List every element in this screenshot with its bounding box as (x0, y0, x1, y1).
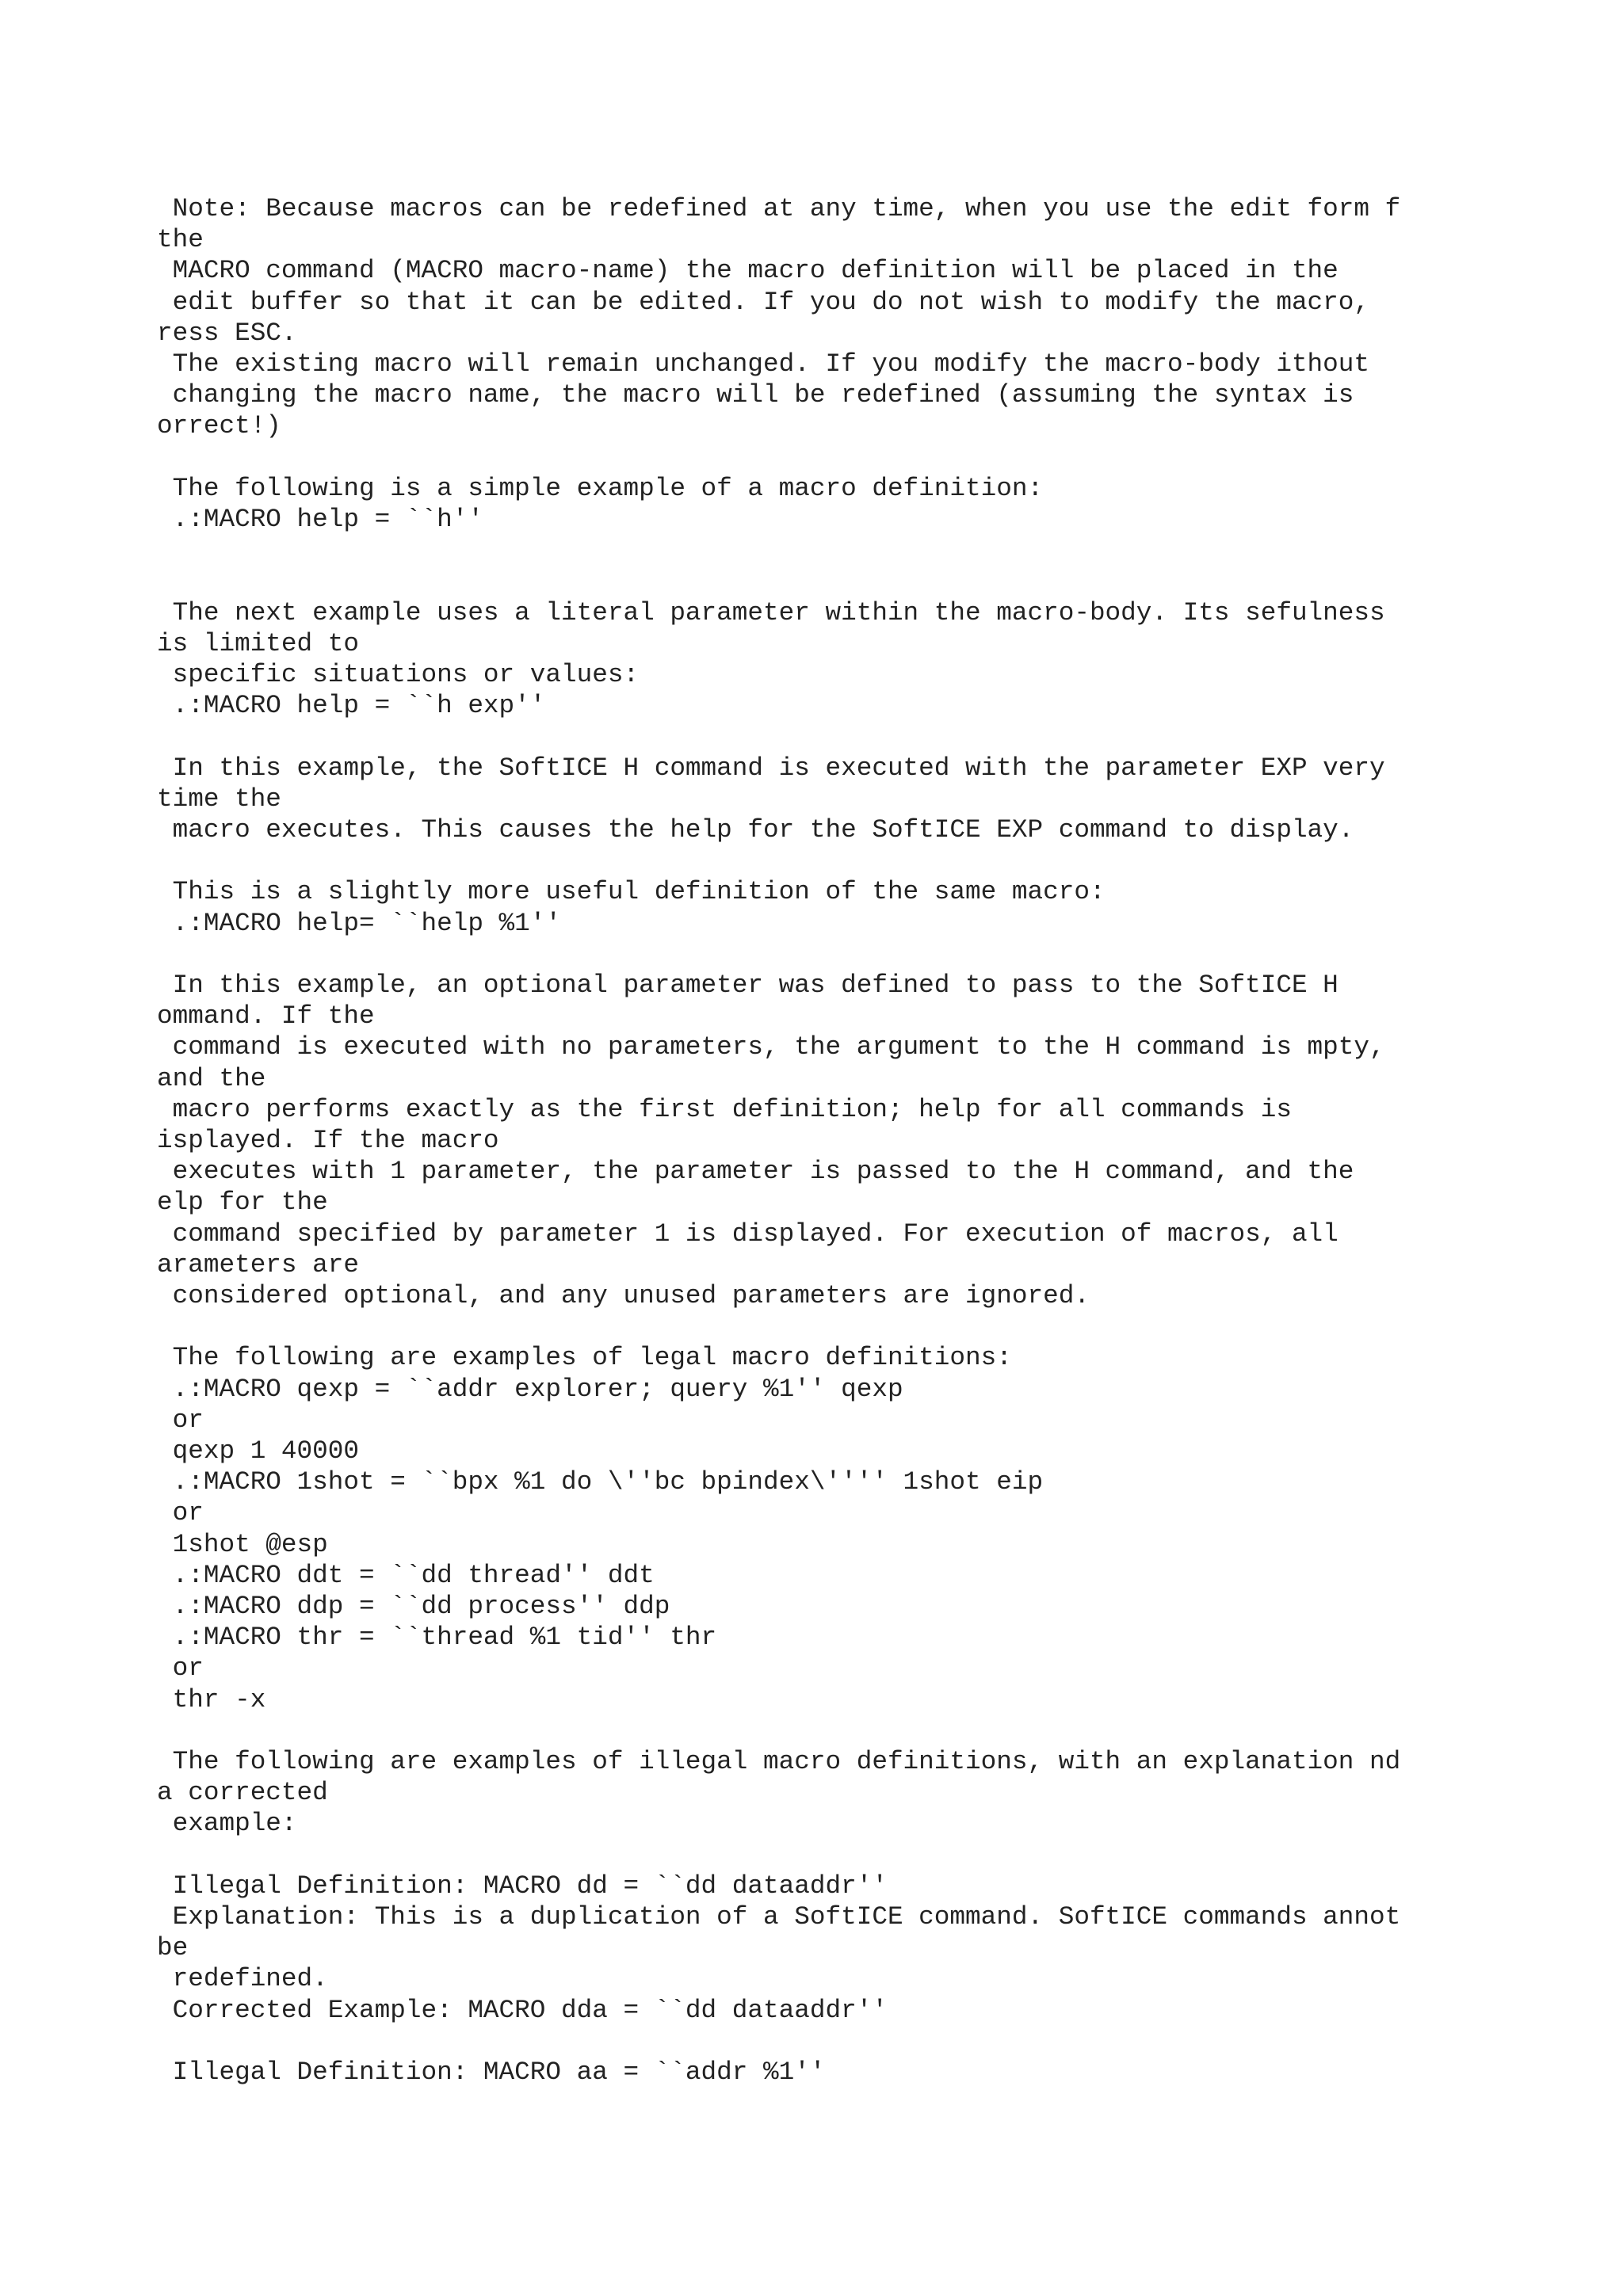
text-line: thr -x (157, 1684, 266, 1714)
text-line: and the (157, 1063, 266, 1093)
text-line: Illegal Definition: MACRO dd = ``dd dataaddr'' (157, 1871, 888, 1901)
blank-line (157, 1840, 1583, 1871)
blank-line (157, 1311, 1583, 1342)
text-line: macro performs exactly as the first definition; help for all commands is (157, 1094, 1292, 1124)
text-line: a corrected (157, 1778, 328, 1808)
blank-line (157, 535, 1583, 566)
text-line: or (157, 1498, 204, 1528)
text-line: .:MACRO ddt = ``dd thread'' ddt (157, 1560, 655, 1590)
blank-line (157, 442, 1583, 473)
text-line: The next example uses a literal parameter within the macro-body. Its sefulness (157, 597, 1385, 627)
text-line: The following are examples of legal macro definitions: (157, 1343, 1012, 1373)
text-line: executes with 1 parameter, the parameter is passed to the H command, and the (157, 1157, 1354, 1187)
text-line: is limited to (157, 628, 360, 658)
text-line: ommand. If the (157, 1001, 375, 1032)
text-line: redefined. (157, 1964, 328, 1994)
text-line: 1shot @esp (157, 1529, 328, 1559)
text-line: .:MACRO help= ``help %1'' (157, 908, 562, 938)
text-line: Note: Because macros can be redefined at any time, when you use the edit form f (157, 194, 1401, 223)
text-line: considered optional, and any unused parameters are ignored. (157, 1281, 1090, 1311)
document-page (157, 193, 1583, 2088)
text-line: changing the macro name, the macro will be redefined (assuming the syntax is (157, 380, 1354, 410)
text-line: be (157, 1933, 189, 1963)
text-line: .:MACRO thr = ``thread %1 tid'' thr (157, 1623, 717, 1653)
text-line: MACRO command (MACRO macro-name) the macro definition will be placed in the (157, 256, 1338, 286)
text-line: elp for the (157, 1188, 328, 1218)
text-line: The existing macro will remain unchanged. If you modify the macro-body ithout (157, 349, 1370, 379)
text-line: command specified by parameter 1 is displayed. For execution of macros, all (157, 1219, 1338, 1249)
text-line: orrect!) (157, 411, 281, 441)
blank-line (157, 721, 1583, 752)
blank-line (157, 845, 1583, 876)
text-line: or (157, 1653, 204, 1684)
text-line: Illegal Definition: MACRO aa = ``addr %1'' (157, 2058, 826, 2088)
text-line: ress ESC. (157, 318, 297, 348)
text-line: .:MACRO ddp = ``dd process'' ddp (157, 1592, 670, 1622)
text-line: This is a slightly more useful definition of the same macro: (157, 877, 1106, 907)
text-line: or (157, 1405, 204, 1435)
text-line: Explanation: This is a duplication of a SoftICE command. SoftICE commands annot (157, 1902, 1401, 1932)
blank-line (157, 1715, 1583, 1746)
text-line: .:MACRO 1shot = ``bpx %1 do \''bc bpindex\'''' 1shot eip (157, 1467, 1044, 1497)
text-line: .:MACRO qexp = ``addr explorer; query %1'' qexp (157, 1374, 903, 1404)
text-line: Corrected Example: MACRO dda = ``dd dataaddr'' (157, 1995, 888, 2025)
text-line: specific situations or values: (157, 660, 640, 689)
blank-line (157, 2026, 1583, 2057)
text-line: the (157, 225, 204, 255)
text-line: example: (157, 1809, 297, 1839)
text-line: arameters are (157, 1249, 360, 1280)
text-line: The following is a simple example of a macro definition: (157, 473, 1044, 503)
text-line: In this example, the SoftICE H command is executed with the parameter EXP very (157, 753, 1385, 783)
text-line: macro executes. This causes the help for the SoftICE EXP command to display. (157, 815, 1354, 845)
text-line: edit buffer so that it can be edited. If you do not wish to modify the macro, (157, 287, 1370, 317)
blank-line (157, 566, 1583, 597)
text-line: qexp 1 40000 (157, 1436, 360, 1466)
text-line: The following are examples of illegal macro definitions, with an explanation nd (157, 1747, 1401, 1777)
text-line: In this example, an optional parameter was defined to pass to the SoftICE H (157, 970, 1338, 1000)
text-line: isplayed. If the macro (157, 1126, 499, 1155)
text-line: .:MACRO help = ``h exp'' (157, 691, 546, 721)
text-line: .:MACRO help = ``h'' (157, 505, 483, 535)
blank-line (157, 939, 1583, 970)
text-line: time the (157, 784, 281, 814)
text-line: command is executed with no parameters, the argument to the H command is mpty, (157, 1032, 1385, 1062)
